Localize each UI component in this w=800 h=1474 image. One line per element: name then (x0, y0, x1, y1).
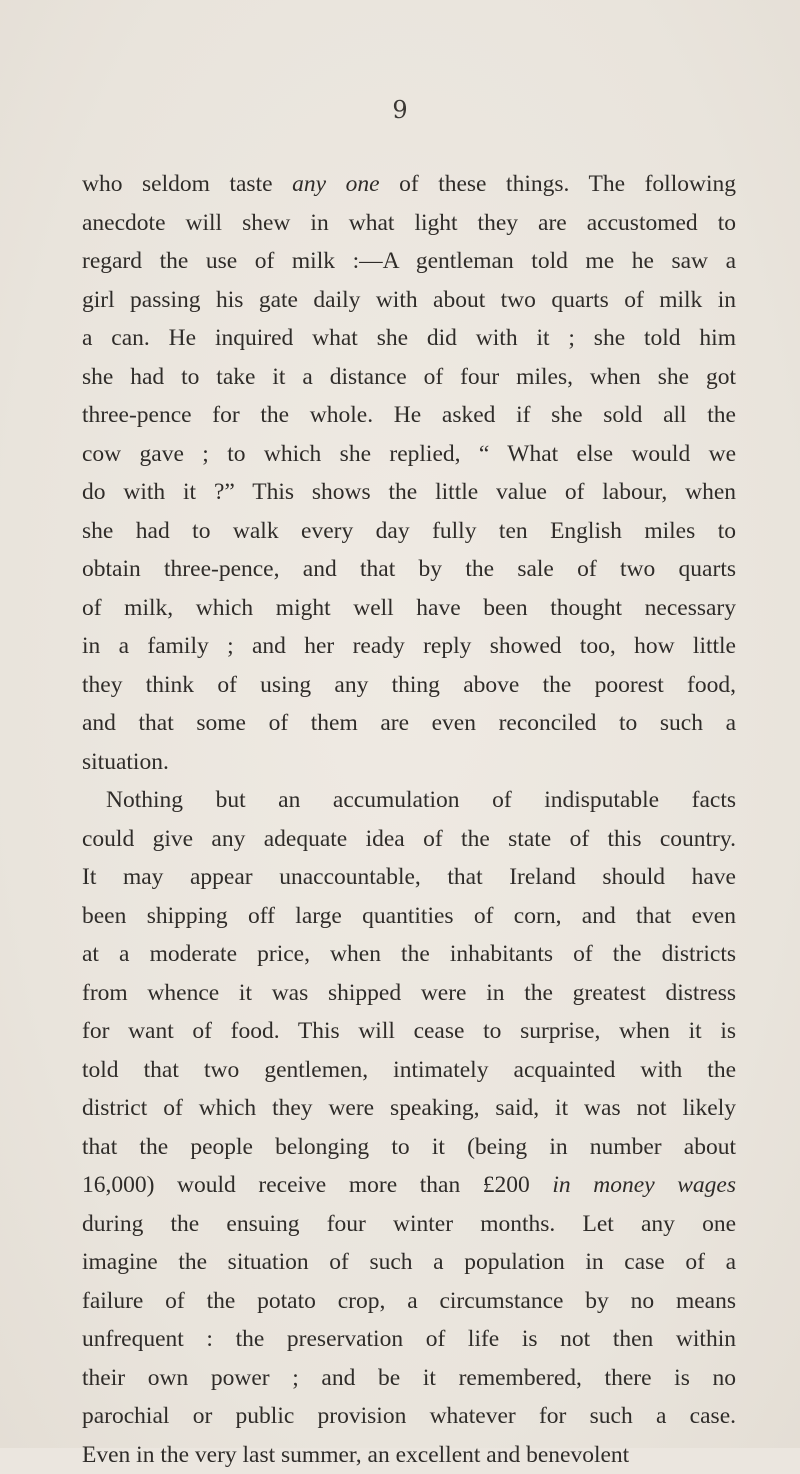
text-run: could give any adequate idea of the state of this country. (82, 826, 736, 852)
text-line (82, 1320, 736, 1359)
text-run: situation. (82, 749, 169, 775)
text-line (82, 743, 736, 782)
text-run: 16,000) would receive more than £200 (82, 1172, 552, 1198)
text-run: in a family ; and her ready reply showed too, how little (82, 633, 736, 659)
text-line (82, 666, 736, 705)
text-line (82, 858, 736, 897)
text-line (82, 473, 736, 512)
text-run: anecdote will shew in what light they are accustomed to (82, 210, 736, 236)
text-line (82, 165, 736, 204)
text-run: they think of using any thing above the poorest food, (82, 672, 736, 698)
text-line (82, 242, 736, 281)
text-line (82, 820, 736, 859)
text-run: of these things. The following (380, 171, 736, 197)
text-line (82, 704, 736, 743)
text-run: regard the use of milk :—A gentleman told me he saw a (82, 248, 736, 274)
text-run: and that some of them are even reconciled to such a (82, 710, 736, 736)
text-run: a can. He inquired what she did with it ; she told him (82, 325, 736, 351)
text-line (82, 281, 736, 320)
body-text (82, 165, 736, 1474)
text-line (82, 1436, 736, 1474)
text-run: obtain three-pence, and that by the sale of two quarts (82, 556, 736, 582)
text-run: unfrequent : the preservation of life is not then within (82, 1326, 736, 1352)
text-run: during the ensuing four winter months. Let any one (82, 1211, 736, 1237)
text-line (82, 1205, 736, 1244)
text-run: at a moderate price, when the inhabitants of the districts (82, 941, 736, 967)
text-line (82, 204, 736, 243)
text-line (82, 358, 736, 397)
text-line (82, 1012, 736, 1051)
text-run: Even in the very last summer, an excellent and benevolent (82, 1442, 629, 1468)
text-line (82, 1359, 736, 1398)
text-line (82, 396, 736, 435)
text-run: girl passing his gate daily with about two quarts of milk in (82, 287, 736, 313)
text-line (82, 1397, 736, 1436)
text-run: their own power ; and be it remembered, there is no (82, 1365, 736, 1391)
text-run: she had to walk every day fully ten English miles to (82, 518, 736, 544)
text-run: that the people belonging to it (being in number about (82, 1134, 736, 1160)
text-run: been shipping off large quantities of corn, and that even (82, 903, 736, 929)
text-run: cow gave ; to which she replied, “ What else would we (82, 441, 736, 467)
text-line (82, 1243, 736, 1282)
text-run: told that two gentlemen, intimately acquainted with the (82, 1057, 736, 1083)
text-run: imagine the situation of such a population in case of a (82, 1249, 736, 1275)
text-line (82, 1128, 736, 1167)
text-line (82, 1089, 736, 1128)
text-run: of milk, which might well have been thought necessary (82, 595, 736, 621)
italic-text: in money wages (552, 1172, 736, 1198)
text-line (82, 974, 736, 1013)
text-line (82, 935, 736, 974)
text-run: she had to take it a distance of four miles, when she got (82, 364, 736, 390)
text-run: from whence it was shipped were in the greatest distress (82, 980, 736, 1006)
italic-text: any one (292, 171, 379, 197)
text-run: do with it ?” This shows the little value of labour, when (82, 479, 736, 505)
text-run: Nothing but an accumulation of indisputable facts (106, 787, 736, 813)
text-line (82, 1051, 736, 1090)
text-run: for want of food. This will cease to surprise, when it is (82, 1018, 736, 1044)
text-line (82, 897, 736, 936)
text-line (82, 1282, 736, 1321)
text-line (82, 589, 736, 628)
text-line (82, 435, 736, 474)
text-run: who seldom taste (82, 171, 292, 197)
text-run: parochial or public provision whatever for such a case. (82, 1403, 736, 1429)
page-number: 9 (0, 96, 800, 124)
text-line (82, 1166, 736, 1205)
text-line (82, 512, 736, 551)
text-run: three-pence for the whole. He asked if she sold all the (82, 402, 736, 428)
text-run: failure of the potato crop, a circumstance by no means (82, 1288, 736, 1314)
text-run: district of which they were speaking, said, it was not likely (82, 1095, 736, 1121)
text-line (82, 319, 736, 358)
text-line (82, 627, 736, 666)
text-line (82, 550, 736, 589)
text-run: It may appear unaccountable, that Ireland should have (82, 864, 736, 890)
text-line (82, 781, 736, 820)
